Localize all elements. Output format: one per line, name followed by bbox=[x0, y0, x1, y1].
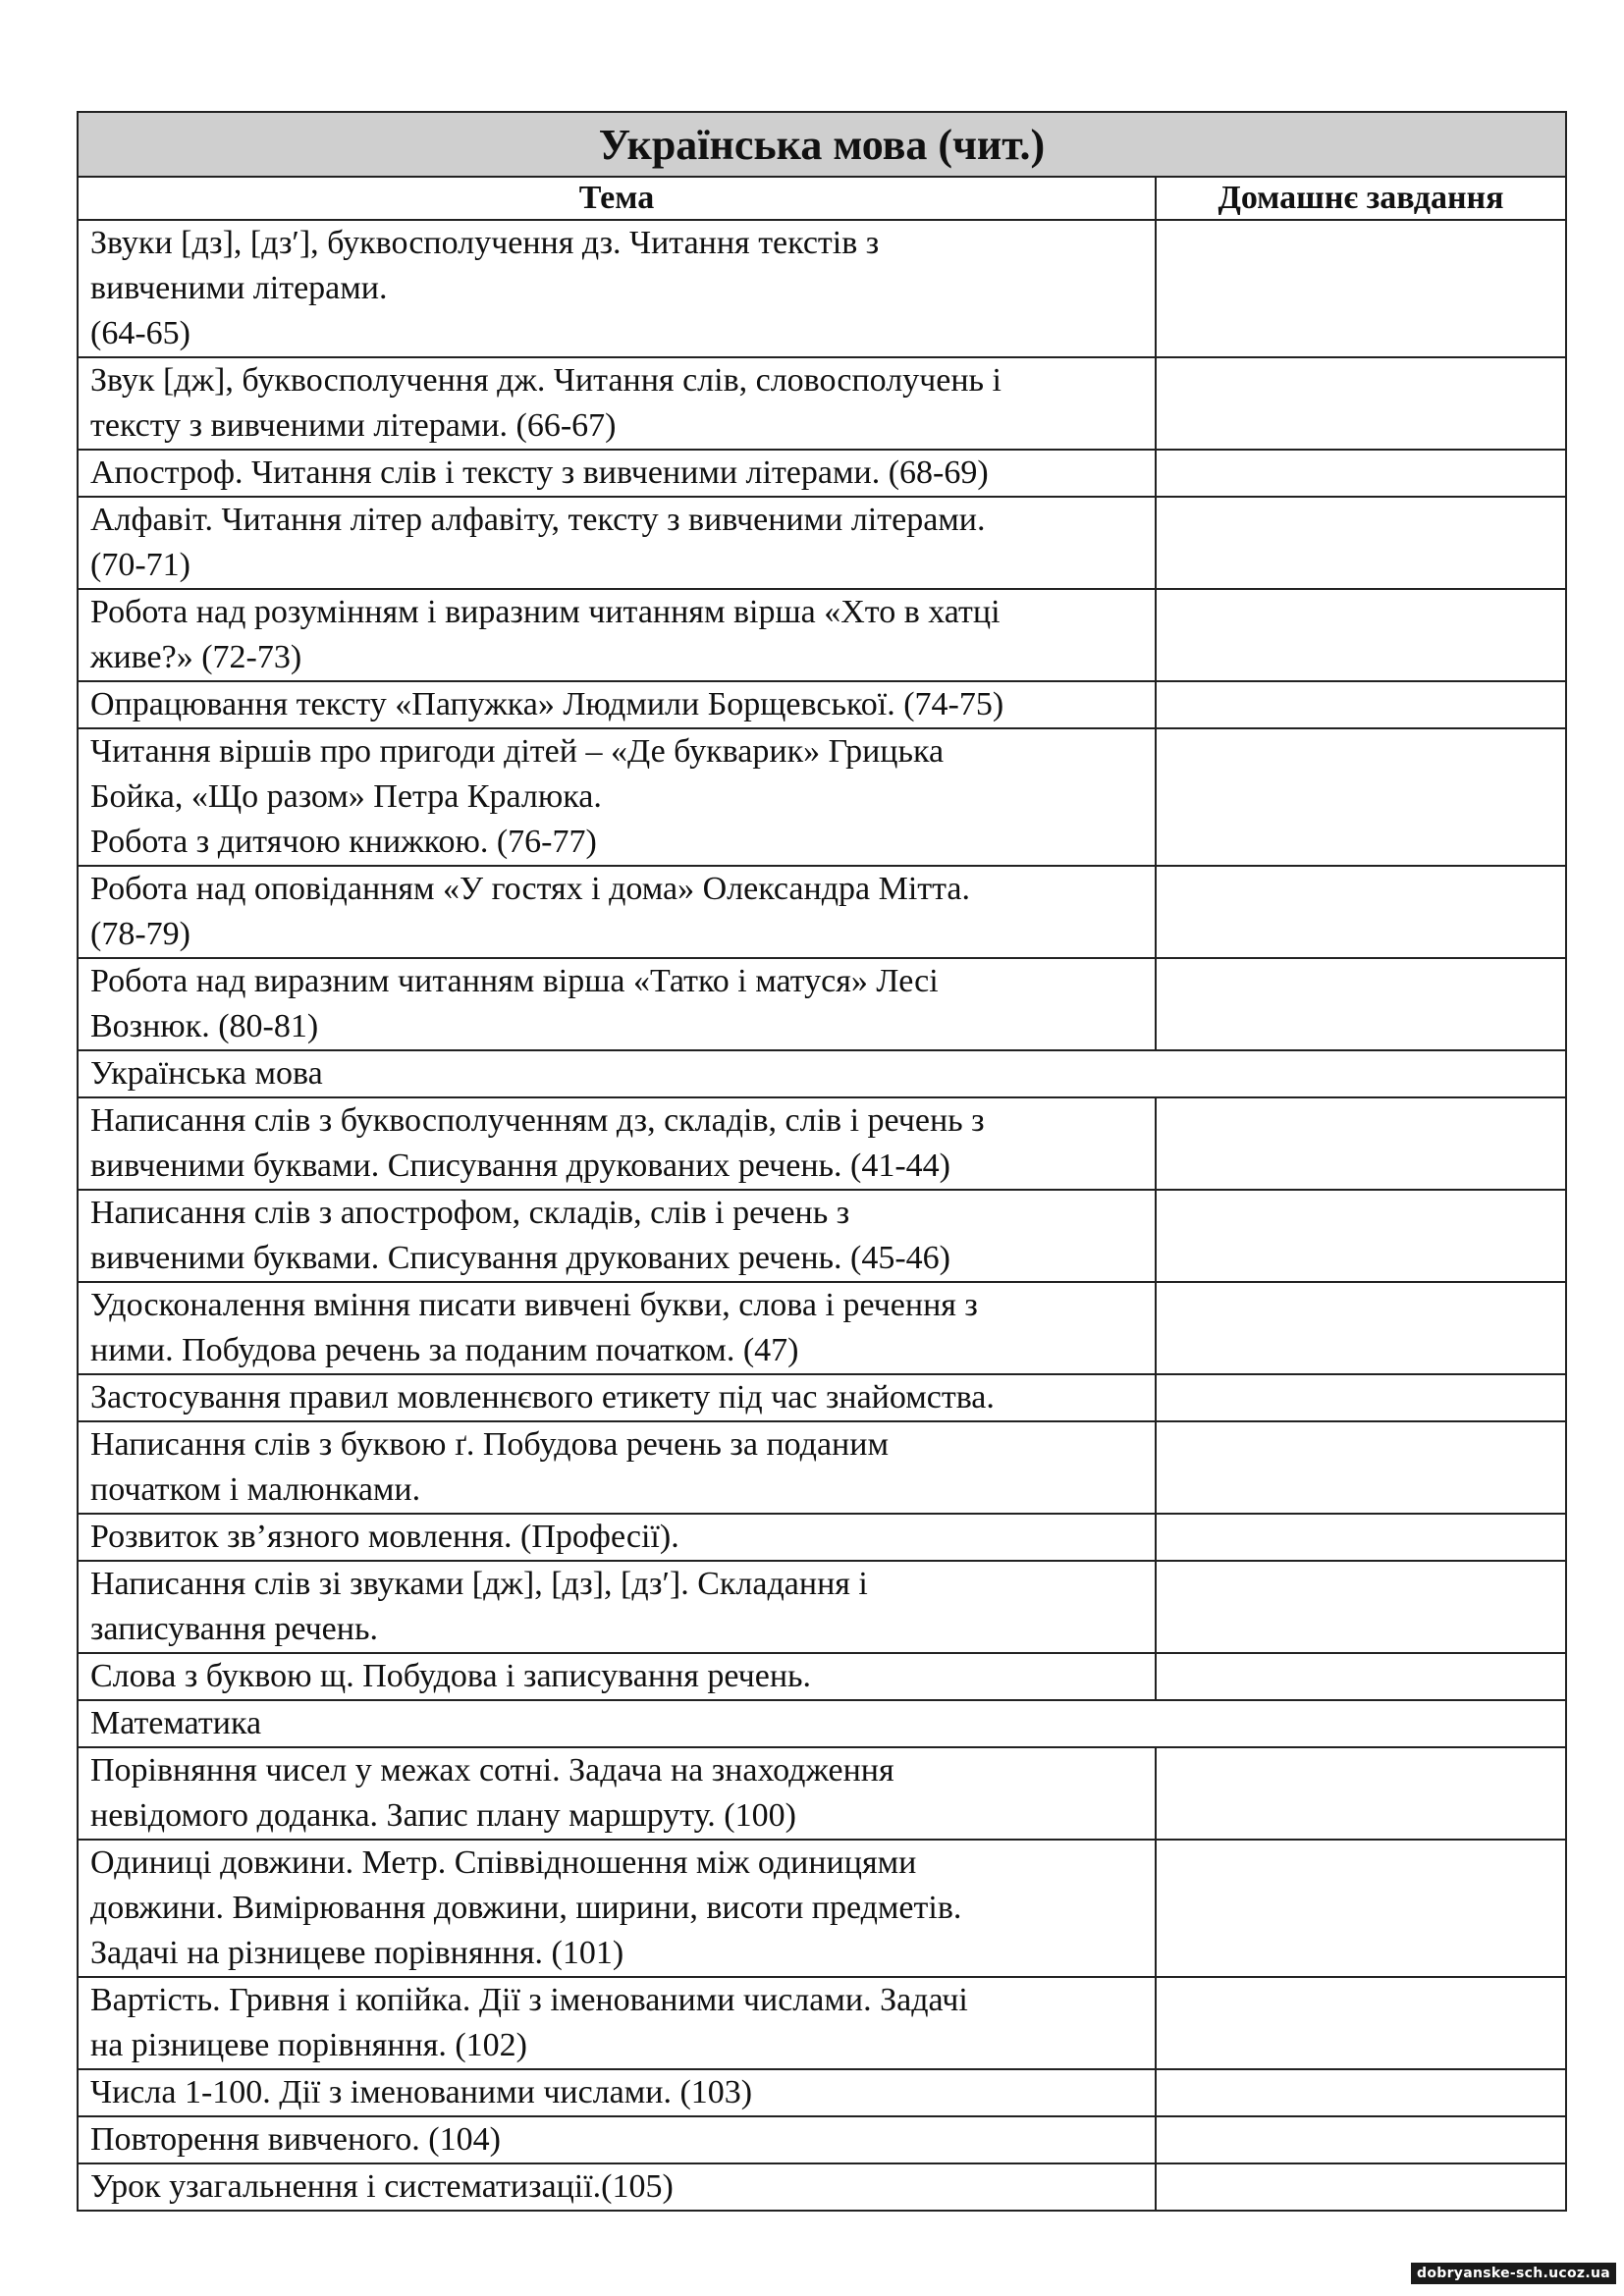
section-row bbox=[78, 1050, 1566, 1097]
table-row bbox=[78, 1421, 1566, 1514]
homework-cell[interactable] bbox=[1156, 1514, 1566, 1561]
topic-cell bbox=[78, 866, 1156, 958]
table-row bbox=[78, 1514, 1566, 1561]
site-watermark: dobryanske-sch.ucoz.ua bbox=[1411, 2263, 1616, 2284]
topic-cell bbox=[78, 1561, 1156, 1653]
topic-cell bbox=[78, 357, 1156, 450]
topic-line: Опрацювання тексту «Папужка» Людмили Борщевської. (74-75) bbox=[90, 686, 1004, 722]
topic-line: Одиниці довжини. Метр. Співвідношення між одиницями bbox=[90, 1844, 917, 1881]
topic-line: Слова з буквою щ. Побудова і записування речень. bbox=[90, 1658, 812, 1694]
homework-cell[interactable] bbox=[1156, 1561, 1566, 1653]
topic-line: Написання слів з буквосполученням дз, складів, слів і речень з bbox=[90, 1102, 985, 1139]
topic-cell bbox=[78, 1514, 1156, 1561]
topic-line: (70-71) bbox=[90, 547, 190, 583]
homework-cell[interactable] bbox=[1156, 1282, 1566, 1374]
table-row bbox=[78, 866, 1566, 958]
topic-line: Розвиток зв’язного мовлення. (Професії). bbox=[90, 1519, 679, 1555]
topic-line: вивченими буквами. Списування друкованих речень. (45-46) bbox=[90, 1240, 950, 1276]
homework-cell[interactable] bbox=[1156, 1653, 1566, 1700]
topic-cell bbox=[78, 2069, 1156, 2116]
topic-line: вивченими літерами. bbox=[90, 270, 388, 306]
homework-cell[interactable] bbox=[1156, 589, 1566, 681]
topic-line: Робота над оповіданням «У гостях і дома» Олександра Мітта. bbox=[90, 871, 970, 907]
column-header-homework: Домашнє завдання bbox=[1156, 177, 1566, 220]
topic-line: Вознюк. (80-81) bbox=[90, 1008, 319, 1044]
topic-line: Звук [дж], буквосполучення дж. Читання слів, словосполучень і bbox=[90, 362, 1001, 399]
table-row bbox=[78, 1653, 1566, 1700]
table-row bbox=[78, 2116, 1566, 2163]
table-row bbox=[78, 497, 1566, 589]
homework-cell[interactable] bbox=[1156, 1977, 1566, 2069]
table-row bbox=[78, 2163, 1566, 2211]
table-row bbox=[78, 1561, 1566, 1653]
table-row bbox=[78, 1840, 1566, 1977]
topic-cell bbox=[78, 1190, 1156, 1282]
homework-cell[interactable] bbox=[1156, 1374, 1566, 1421]
topic-line: (78-79) bbox=[90, 916, 190, 952]
homework-cell[interactable] bbox=[1156, 1190, 1566, 1282]
topic-line: Числа 1-100. Дії з іменованими числами. (103) bbox=[90, 2074, 753, 2110]
topic-line: Вартість. Гривня і копійка. Дії з іменованими числами. Задачі bbox=[90, 1982, 968, 2018]
table-row bbox=[78, 1190, 1566, 1282]
topic-line: вивченими буквами. Списування друкованих речень. (41-44) bbox=[90, 1148, 950, 1184]
homework-cell[interactable] bbox=[1156, 2163, 1566, 2211]
homework-cell[interactable] bbox=[1156, 681, 1566, 728]
topic-line: (64-65) bbox=[90, 315, 190, 351]
topic-line: живе?» (72-73) bbox=[90, 639, 302, 675]
table-row bbox=[78, 2069, 1566, 2116]
topic-cell bbox=[78, 2116, 1156, 2163]
section-label: Українська мова bbox=[78, 1050, 1566, 1097]
topic-line: Застосування правил мовленнєвого етикету під час знайомства. bbox=[90, 1379, 995, 1415]
topic-line: Порівняння чисел у межах сотні. Задача на знаходження bbox=[90, 1752, 894, 1789]
topic-line: Робота над виразним читанням вірша «Татко і матуся» Лесі bbox=[90, 963, 939, 999]
homework-cell[interactable] bbox=[1156, 1421, 1566, 1514]
topic-line: довжини. Вимірювання довжини, ширини, висоти предметів. bbox=[90, 1890, 962, 1926]
topic-line: невідомого доданка. Запис плану маршруту. (100) bbox=[90, 1797, 796, 1834]
section-row bbox=[78, 1700, 1566, 1747]
homework-cell[interactable] bbox=[1156, 1747, 1566, 1840]
table-row bbox=[78, 589, 1566, 681]
topic-line: Написання слів з буквою ґ. Побудова речень за поданим bbox=[90, 1426, 889, 1463]
topic-cell bbox=[78, 2163, 1156, 2211]
topic-line: Алфавіт. Читання літер алфавіту, тексту з вивченими літерами. bbox=[90, 502, 986, 538]
lesson-plan-sheet bbox=[77, 111, 1565, 2212]
table-row bbox=[78, 1747, 1566, 1840]
topic-cell bbox=[78, 1747, 1156, 1840]
topic-cell bbox=[78, 1374, 1156, 1421]
topic-line: Читання віршів про пригоди дітей – «Де букварик» Грицька bbox=[90, 733, 945, 770]
topic-line: Написання слів зі звуками [дж], [дз], [дз′]. Складання і bbox=[90, 1566, 868, 1602]
topic-cell bbox=[78, 450, 1156, 497]
topic-line: Удосконалення вміння писати вивчені букви, слова і речення з bbox=[90, 1287, 978, 1323]
table-row bbox=[78, 1374, 1566, 1421]
topic-line: Написання слів з апострофом, складів, слів і речень з bbox=[90, 1195, 850, 1231]
topic-cell bbox=[78, 1840, 1156, 1977]
topic-line: Урок узагальнення і систематизації.(105) bbox=[90, 2168, 674, 2205]
table-row bbox=[78, 1977, 1566, 2069]
table-row bbox=[78, 357, 1566, 450]
table-row bbox=[78, 728, 1566, 866]
topic-line: записування речень. bbox=[90, 1611, 378, 1647]
homework-cell[interactable] bbox=[1156, 220, 1566, 357]
topic-cell bbox=[78, 220, 1156, 357]
topic-line: Повторення вивченого. (104) bbox=[90, 2121, 501, 2158]
topic-cell bbox=[78, 497, 1156, 589]
topic-cell bbox=[78, 728, 1156, 866]
topic-cell bbox=[78, 681, 1156, 728]
topic-cell bbox=[78, 589, 1156, 681]
title-row bbox=[78, 112, 1566, 177]
lesson-plan-table bbox=[77, 111, 1567, 2212]
table-row bbox=[78, 450, 1566, 497]
homework-cell[interactable] bbox=[1156, 866, 1566, 958]
topic-line: Бойка, «Що разом» Петра Кралюка. bbox=[90, 778, 602, 815]
homework-cell[interactable] bbox=[1156, 1840, 1566, 1977]
homework-cell[interactable] bbox=[1156, 1097, 1566, 1190]
table-row bbox=[78, 958, 1566, 1050]
table-body bbox=[78, 220, 1566, 2211]
topic-line: на різницеве порівняння. (102) bbox=[90, 2027, 527, 2063]
topic-line: ними. Побудова речень за поданим початком. (47) bbox=[90, 1332, 799, 1368]
homework-cell[interactable] bbox=[1156, 2069, 1566, 2116]
topic-line: Робота з дитячою книжкою. (76-77) bbox=[90, 824, 597, 860]
section-label: Математика bbox=[78, 1700, 1566, 1747]
topic-line: Звуки [дз], [дз′], буквосполучення дз. Читання текстів з bbox=[90, 225, 880, 261]
homework-cell[interactable] bbox=[1156, 357, 1566, 450]
topic-cell bbox=[78, 958, 1156, 1050]
topic-line: Апостроф. Читання слів і тексту з вивченими літерами. (68-69) bbox=[90, 454, 989, 491]
table-row bbox=[78, 1282, 1566, 1374]
homework-cell[interactable] bbox=[1156, 2116, 1566, 2163]
table-row bbox=[78, 681, 1566, 728]
topic-cell bbox=[78, 1977, 1156, 2069]
topic-cell bbox=[78, 1421, 1156, 1514]
table-row bbox=[78, 220, 1566, 357]
homework-cell[interactable] bbox=[1156, 958, 1566, 1050]
header-row bbox=[78, 177, 1566, 220]
column-header-topic: Тема bbox=[78, 177, 1156, 220]
topic-line: Робота над розумінням і виразним читанням вірша «Хто в хатці bbox=[90, 594, 1001, 630]
topic-line: тексту з вивченими літерами. (66-67) bbox=[90, 407, 617, 444]
table-title: Українська мова (чит.) bbox=[78, 112, 1566, 177]
homework-cell[interactable] bbox=[1156, 497, 1566, 589]
topic-line: початком і малюнками. bbox=[90, 1471, 421, 1508]
topic-cell bbox=[78, 1097, 1156, 1190]
table-row bbox=[78, 1097, 1566, 1190]
topic-line: Задачі на різницеве порівняння. (101) bbox=[90, 1935, 624, 1971]
homework-cell[interactable] bbox=[1156, 450, 1566, 497]
topic-cell bbox=[78, 1653, 1156, 1700]
homework-cell[interactable] bbox=[1156, 728, 1566, 866]
topic-cell bbox=[78, 1282, 1156, 1374]
